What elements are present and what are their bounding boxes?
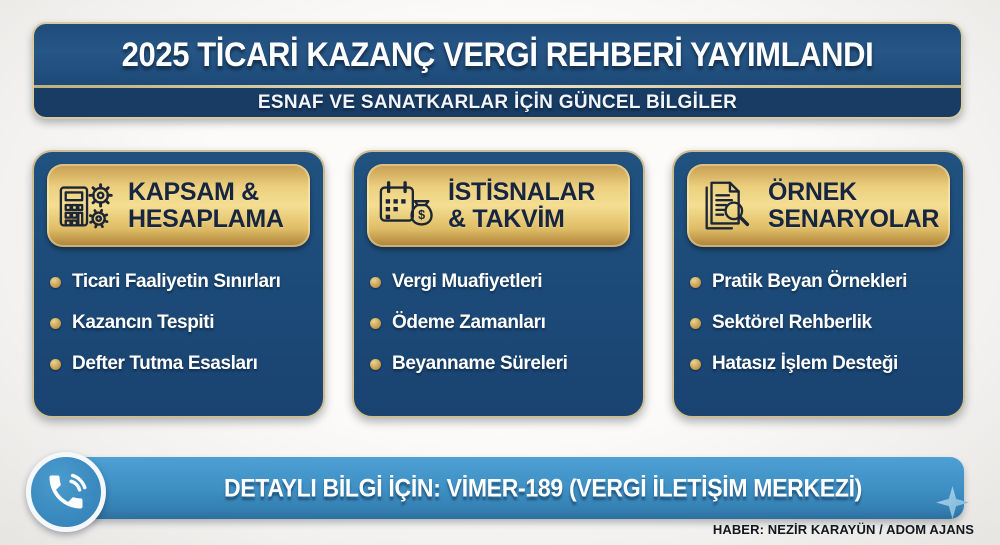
card-title-line1: İSTİSNALAR (448, 178, 596, 206)
card-istisnalar-bullets (354, 271, 643, 375)
bullet-label: Beyanname Süreleri (392, 353, 568, 374)
bullet-item (370, 312, 633, 334)
card-istisnalar-header (367, 164, 630, 247)
contact-bar (62, 457, 964, 519)
bullet-label: Ödeme Zamanları (392, 312, 546, 333)
document-magnifier-icon (695, 175, 761, 237)
card-ornek-bullets (674, 271, 963, 375)
bullet-label: Sektörel Rehberlik (712, 312, 872, 333)
calculator-gears-icon (55, 175, 121, 237)
card-istisnalar-title (448, 179, 595, 232)
bullet-dot-icon (370, 277, 381, 288)
card-ornek-title (768, 179, 939, 232)
bullet-item (690, 353, 953, 375)
bullet-dot-icon (690, 359, 701, 370)
header-banner (32, 22, 963, 119)
bullet-dot-icon (370, 359, 381, 370)
bullet-dot-icon (690, 277, 701, 288)
credit-line: HABER: NEZİR KARAYÜN / ADOM AJANS (712, 522, 974, 537)
bullet-dot-icon (50, 318, 61, 329)
calendar-moneybag-icon (375, 175, 441, 237)
card-kapsam-title (128, 179, 284, 232)
header-subtitle-strip (34, 88, 961, 117)
phone-badge (26, 452, 106, 532)
bullet-item (690, 312, 953, 334)
bullet-dot-icon (50, 277, 61, 288)
bullet-label: Ticari Faaliyetin Sınırları (72, 271, 281, 292)
card-kapsam-header (47, 164, 310, 247)
phone-icon (44, 470, 88, 514)
card-title-line2: & TAKVİM (448, 204, 565, 233)
bullet-item (370, 353, 633, 375)
card-kapsam-bullets (34, 271, 323, 375)
bullet-item (50, 312, 313, 334)
bullet-label: Hatasız İşlem Desteği (712, 353, 898, 374)
card-title-line2: HESAPLAMA (128, 204, 284, 233)
bullet-item (690, 271, 953, 293)
card-ornek-senaryolar (672, 150, 965, 418)
bullet-dot-icon (370, 318, 381, 329)
bullet-label: Defter Tutma Esasları (72, 353, 258, 374)
contact-text: DETAYLI BİLGİ İÇİN: VİMER-189 (VERGİ İLETİŞİM MERKEZİ) (223, 473, 863, 502)
card-kapsam-hesaplama (32, 150, 325, 418)
bullet-dot-icon (50, 359, 61, 370)
card-title-line1: ÖRNEK (768, 178, 857, 206)
card-title-line1: KAPSAM & (128, 178, 259, 206)
card-title-line2: SENARYOLAR (768, 204, 940, 233)
page-subtitle: ESNAF VE SANATKARLAR İÇİN GÜNCEL BİLGİLER (257, 91, 738, 113)
bullet-label: Kazancın Tespiti (72, 312, 215, 333)
card-istisnalar-takvim (352, 150, 645, 418)
bullet-label: Vergi Muafiyetleri (392, 271, 543, 292)
page-title: 2025 TİCARİ KAZANÇ VERGİ REHBERİ YAYIMLANDI (121, 34, 874, 74)
header-title-strip (34, 24, 961, 85)
bullet-item (370, 271, 633, 293)
card-ornek-header (687, 164, 950, 247)
bullet-dot-icon (690, 318, 701, 329)
bullet-item (50, 353, 313, 375)
svg-text:$: $ (418, 207, 426, 222)
bullet-item (50, 271, 313, 293)
bullet-label: Pratik Beyan Örnekleri (712, 271, 908, 292)
